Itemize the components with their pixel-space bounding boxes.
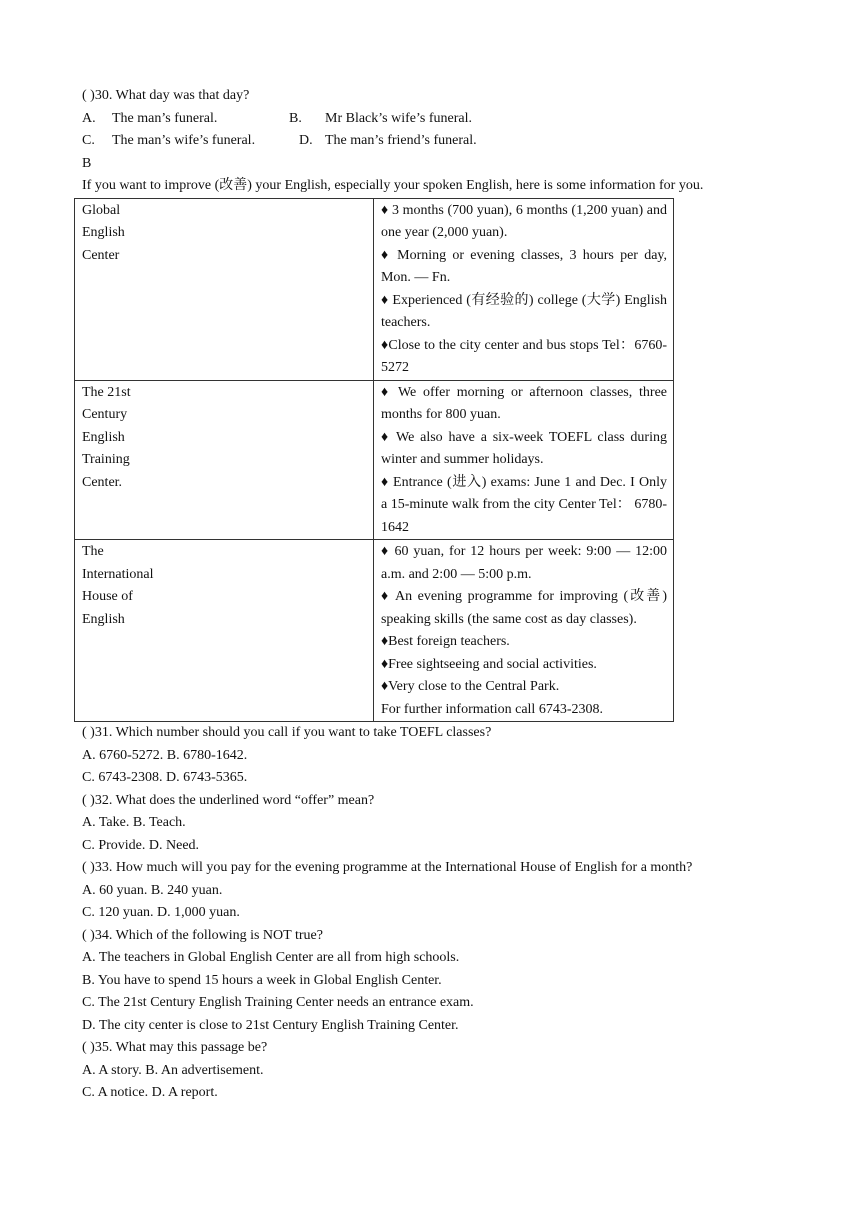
- school-name-line: Century: [82, 407, 128, 422]
- section-b-label: B: [82, 155, 92, 171]
- detail-bullet: ♦ Morning or evening classes, 3 hours per day, Mon. — Fn.: [380, 247, 667, 285]
- section-b-intro: If you want to improve (改善) your English, especially your spoken English, here is some information for you.: [82, 178, 704, 193]
- detail-bullet: ♦ We offer morning or afternoon classes, three months for 800 yuan.: [380, 384, 667, 422]
- detail-bullet: ♦ 60 yuan, for 12 hours per week: 9:00 — 12:00 a.m. and 2:00 — 5:00 p.m.: [380, 544, 667, 582]
- table-row: [75, 380, 674, 540]
- q30-option-c-letter: C.: [82, 133, 95, 148]
- school-name-line: Global: [82, 202, 121, 218]
- detail-bullet: ♦ An evening programme for improving (改善) speaking skills (the same cost as day classes).: [380, 589, 667, 627]
- q30-option-d-text: The man’s friend’s funeral.: [325, 133, 477, 148]
- q32-options: C. Provide. D. Need.: [82, 837, 200, 853]
- detail-bullet: ♦ We also have a six-week TOEFL class during winter and summer holidays.: [380, 429, 667, 467]
- q31-stem: ( )31. Which number should you call if you want to take TOEFL classes?: [82, 725, 492, 740]
- school-name-cell: [75, 198, 374, 380]
- school-name-line: English: [82, 611, 125, 627]
- school-name-line: Center: [82, 247, 120, 263]
- school-name-line: The 21st: [82, 384, 131, 400]
- school-details-cell: [373, 380, 673, 540]
- q30-option-b-text: Mr Black’s wife’s funeral.: [325, 110, 472, 126]
- q30-option-b-letter: B.: [289, 110, 302, 126]
- detail-bullet: ♦Best foreign teachers.: [380, 634, 510, 649]
- detail-bullet: ♦Free sightseeing and social activities.: [380, 656, 597, 672]
- q30-option-d-letter: D.: [299, 133, 313, 148]
- school-details-cell: [373, 198, 673, 380]
- q34-options: A. The teachers in Global English Center are all from high schools.: [82, 950, 460, 965]
- school-name-line: The: [82, 544, 104, 559]
- q30-stem: ( )30. What day was that day?: [82, 88, 250, 103]
- q35-stem: ( )35. What may this passage be?: [82, 1040, 268, 1055]
- q30-options-row-1: [82, 108, 772, 131]
- q34-options: C. The 21st Century English Training Center needs an entrance exam.: [82, 995, 474, 1010]
- worksheet-page: [82, 85, 772, 1105]
- q32-stem: ( )32. What does the underlined word “offer” mean?: [82, 792, 375, 808]
- school-name-line: Center.: [82, 474, 123, 490]
- q35-options: A. A story. B. An advertisement.: [82, 1062, 264, 1078]
- table-row: [75, 540, 674, 722]
- q31-options: C. 6743-2308. D. 6743-5365.: [82, 770, 248, 785]
- detail-bullet: ♦ Experienced (有经验的) college (大学) English teachers.: [380, 292, 667, 330]
- table-row: [75, 198, 674, 380]
- detail-bullet: ♦ Entrance (进入) exams: June 1 and Dec. I Only a 15-minute walk from the city Center Tel： 6780-1642: [380, 474, 667, 535]
- q30-option-a-text: The man’s funeral.: [112, 110, 218, 126]
- school-name-line: International: [82, 566, 154, 582]
- schools-info-table: [74, 198, 674, 723]
- q34-stem: ( )34. Which of the following is NOT true?: [82, 927, 323, 943]
- q32-options: A. Take. B. Teach.: [82, 815, 186, 830]
- school-name-cell: [75, 540, 374, 722]
- school-name-cell: [75, 380, 374, 540]
- school-name-line: English: [82, 429, 125, 445]
- q34-options: D. The city center is close to 21st Century English Training Center.: [82, 1017, 459, 1033]
- detail-bullet: ♦Very close to the Central Park.: [380, 679, 560, 694]
- detail-bullet: For further information call 6743-2308.: [380, 701, 603, 717]
- q35-options: C. A notice. D. A report.: [82, 1085, 218, 1100]
- school-name-line: House of: [82, 589, 133, 604]
- q30-option-c-text: The man’s wife’s funeral.: [112, 133, 256, 148]
- q34-options: B. You have to spend 15 hours a week in Global English Center.: [82, 972, 442, 988]
- q33-stem: ( )33. How much will you pay for the evening programme at the International House of English for a month?: [82, 860, 693, 875]
- school-name-line: English: [82, 225, 125, 240]
- school-details-cell: [373, 540, 673, 722]
- detail-bullet: ♦Close to the city center and bus stops Tel：6760-5272: [380, 337, 667, 375]
- detail-bullet: ♦ 3 months (700 yuan), 6 months (1,200 yuan) and one year (2,000 yuan).: [380, 202, 667, 240]
- q33-options: C. 120 yuan. D. 1,000 yuan.: [82, 905, 240, 920]
- school-name-line: Training: [82, 452, 130, 467]
- q33-options: A. 60 yuan. B. 240 yuan.: [82, 882, 223, 898]
- q31-options: A. 6760-5272. B. 6780-1642.: [82, 747, 248, 763]
- q30-option-a-letter: A.: [82, 110, 96, 126]
- q30-options-row-2: [82, 130, 772, 153]
